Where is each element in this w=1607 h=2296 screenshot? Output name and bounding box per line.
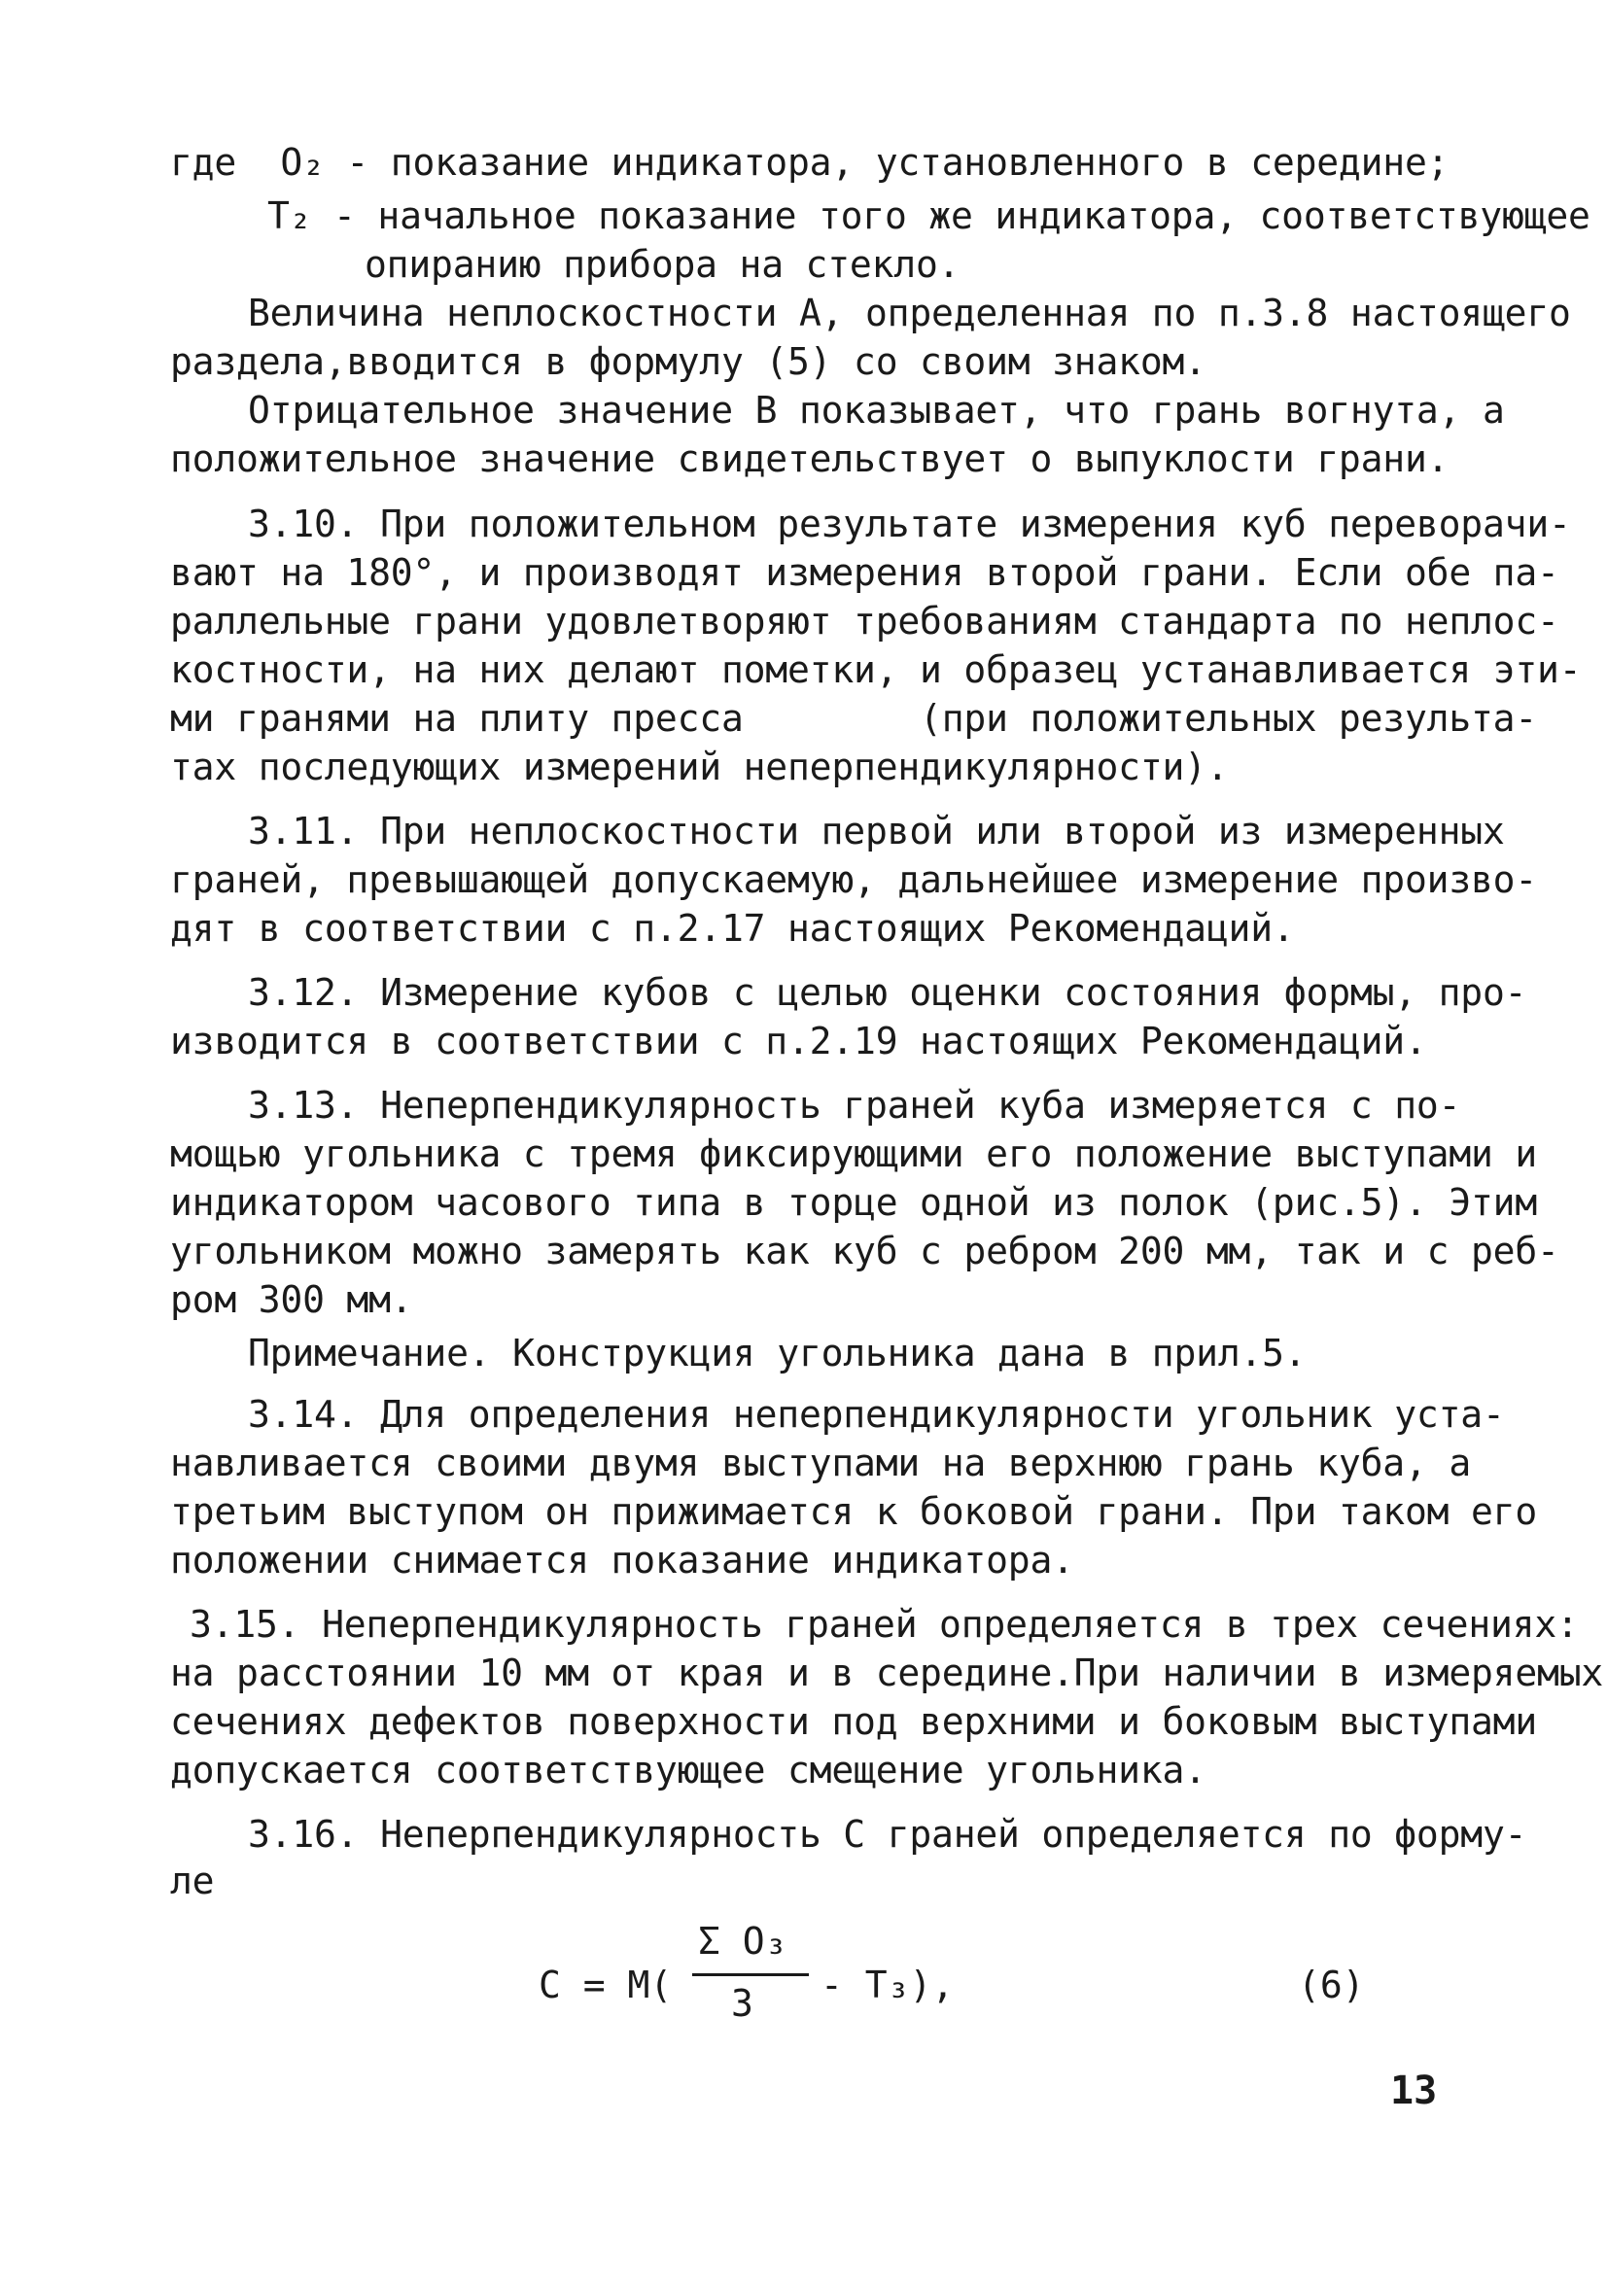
equation-number: (6) xyxy=(1298,1964,1365,2006)
formula-numerator: Σ O₃ xyxy=(698,1920,787,1963)
text-line: 3.11. При неплоскостности первой или второй из измеренных xyxy=(248,810,1505,852)
text-line: опиранию прибора на стекло. xyxy=(365,243,961,286)
text-line: положении снимается показание индикатора. xyxy=(170,1539,1074,1582)
text-line: Отрицательное значение В показывает, что грань вогнута, а xyxy=(248,389,1505,432)
text-line: допускается соответствующее смещение угольника. xyxy=(170,1749,1206,1792)
text-line: 3.12. Измерение кубов с целью оценки состояния формы, про- xyxy=(248,971,1527,1014)
text-line: навливается своими двумя выступами на верхнюю грань куба, а xyxy=(170,1442,1471,1484)
text-line: граней, превышающей допускаемую, дальнейшее измерение произво- xyxy=(170,858,1538,901)
text-line: 3.10. При положительном результате измерения куб переворачи- xyxy=(248,503,1571,545)
text-line: Примечание. Конструкция угольника дана в прил.5. xyxy=(248,1332,1307,1374)
text-line: ми гранями на плиту пресса (при положительных результа- xyxy=(170,697,1538,740)
text-line: ле xyxy=(170,1860,215,1902)
text-line: 3.13. Неперпендикулярность граней куба измеряется с по- xyxy=(248,1084,1461,1127)
formula-denominator: 3 xyxy=(731,1982,753,2025)
text-line: ром 300 мм. xyxy=(170,1278,413,1321)
text-line: 3.16. Неперпендикулярность С граней определяется по форму- xyxy=(248,1813,1527,1856)
text-line: 3.14. Для определения неперпендикулярности угольник уста- xyxy=(248,1393,1505,1436)
text-line: сечениях дефектов поверхности под верхними и боковым выступами xyxy=(170,1700,1538,1743)
formula-right: - T₃), xyxy=(821,1964,955,2006)
text-line: вают на 180°, и производят измерения второй грани. Если обе па- xyxy=(170,551,1559,594)
text-line: дят в соответствии с п.2.17 настоящих Рекомендаций. xyxy=(170,907,1295,950)
formula-left: C = M( xyxy=(539,1964,673,2006)
page-number: 13 xyxy=(1390,2069,1438,2113)
text-line: тах последующих измерений неперпендикулярности). xyxy=(170,746,1229,788)
fraction-bar xyxy=(692,1973,809,1976)
text-line: индикатором часового типа в торце одной из полок (рис.5). Этим xyxy=(170,1181,1538,1224)
text-line: мощью угольника с тремя фиксирующими его положение выступами и xyxy=(170,1132,1538,1175)
text-line: изводится в соответствии с п.2.19 настоящих Рекомендаций. xyxy=(170,1020,1427,1062)
text-line: угольником можно замерять как куб с ребром 200 мм, так и с реб- xyxy=(170,1230,1559,1272)
text-line: третьим выступом он прижимается к боковой грани. При таком его xyxy=(170,1490,1538,1533)
text-line: костности, на них делают пометки, и образец устанавливается эти- xyxy=(170,648,1582,691)
text-line: раздела,вводится в формулу (5) со своим знаком. xyxy=(170,340,1206,383)
text-line: Величина неплоскостности А, определенная по п.3.8 настоящего xyxy=(248,292,1571,334)
text-line: положительное значение свидетельствует о выпуклости грани. xyxy=(170,437,1450,480)
text-line: T₂ - начальное показание того же индикатора, соответствующее xyxy=(267,194,1590,237)
text-line: раллельные грани удовлетворяют требованиям стандарта по неплос- xyxy=(170,600,1559,643)
text-line: где O₂ - показание индикатора, установленного в середине; xyxy=(170,141,1450,184)
text-line: на расстоянии 10 мм от края и в середине.При наличии в измеряемых xyxy=(170,1652,1604,1694)
formula-6 xyxy=(525,1920,1380,2056)
text-line: 3.15. Неперпендикулярность граней определяется в трех сечениях: xyxy=(190,1603,1579,1646)
